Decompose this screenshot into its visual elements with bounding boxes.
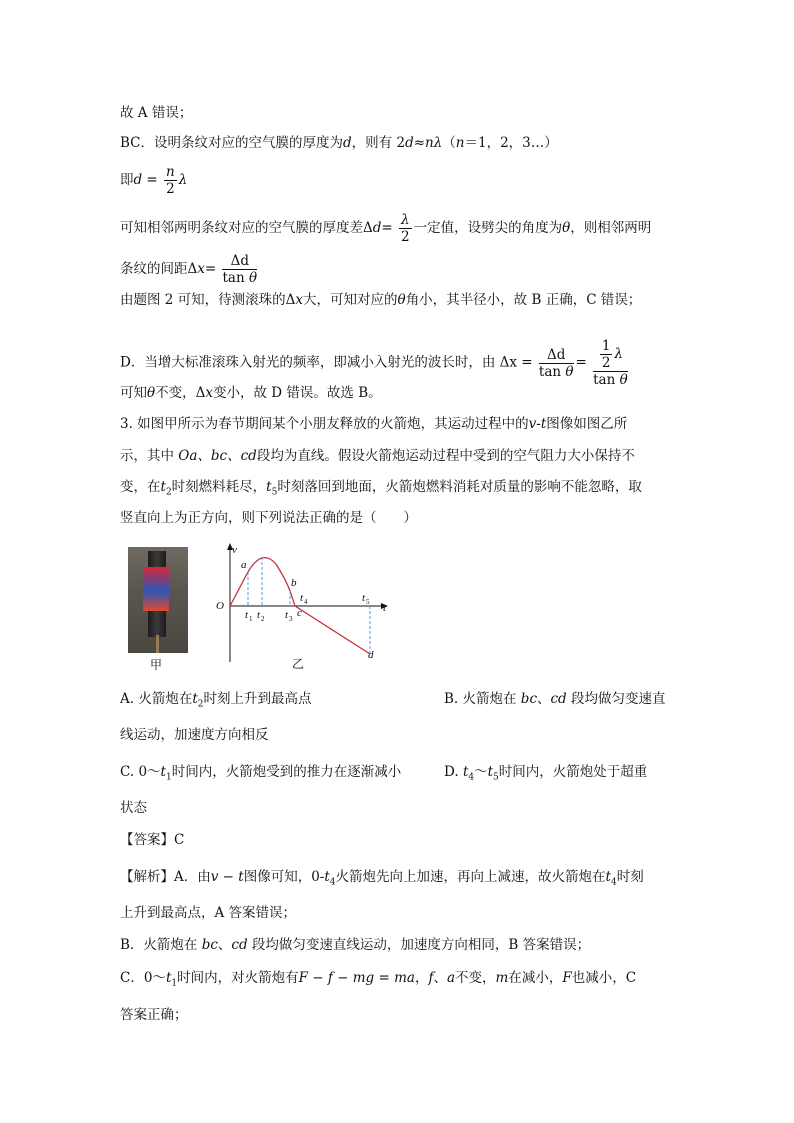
text-line-3 xyxy=(120,164,187,197)
denominator xyxy=(222,270,257,286)
text: C． xyxy=(120,970,144,986)
text: 一定值，设劈尖的角度为 xyxy=(413,220,563,236)
math-symbol: n xyxy=(425,135,434,151)
rocket-stick xyxy=(156,635,159,653)
text: C. xyxy=(120,764,139,780)
label-t1: t xyxy=(245,609,249,621)
denominator: 2 xyxy=(166,181,175,197)
math-symbol: t xyxy=(160,479,166,495)
question-line-2 xyxy=(120,446,635,466)
text: 时间内，对火箭炮有 xyxy=(177,970,299,986)
text: 【答案】C xyxy=(120,832,185,848)
text: 线运动，加速度方向相反 xyxy=(120,727,269,743)
subscript: 1 xyxy=(165,772,172,783)
label-a: a xyxy=(241,559,247,571)
option-b[interactable] xyxy=(444,689,666,709)
math-symbol: t xyxy=(462,764,469,780)
label-t3-sub: 3 xyxy=(289,615,293,623)
text: D．当增大标准滚珠入射光的频率，即减小入射光的波长时，由 xyxy=(120,354,496,371)
math-symbol: d xyxy=(343,135,352,151)
text: 不变， xyxy=(455,970,496,986)
text: 上升到最高点，A 答案错误； xyxy=(120,905,297,921)
text: 图像可知，0- xyxy=(243,869,325,885)
analysis-line-4 xyxy=(120,968,636,994)
text: 图像如图乙所 xyxy=(546,416,628,432)
label-t5: t xyxy=(362,592,366,604)
math-symbol: d xyxy=(405,135,414,151)
text: B．火箭炮在 xyxy=(120,937,202,953)
option-b-continued xyxy=(120,725,269,745)
text: 时刻燃料耗尽， xyxy=(171,479,267,495)
text: 【解析】 xyxy=(120,869,174,885)
fraction xyxy=(539,347,574,380)
text: 0～ xyxy=(143,970,166,986)
math-symbol: x xyxy=(205,385,214,401)
math-symbol: t xyxy=(266,479,272,495)
text-line-2 xyxy=(120,133,558,153)
math-symbol: θ xyxy=(397,292,406,308)
text: 答案正确； xyxy=(120,1007,188,1023)
math-symbol: θ xyxy=(565,363,574,380)
text: 段均做匀变速直线运动，加速度方向相同，B 答案错误； xyxy=(247,937,591,953)
text: 时刻 xyxy=(616,869,644,885)
math-symbol: t xyxy=(160,764,166,780)
fraction xyxy=(164,164,177,197)
text: 竖直向上为正方向，则下列说法正确的是（ ） xyxy=(120,510,417,526)
text: 条纹的间距Δ xyxy=(120,261,198,277)
fraction xyxy=(600,338,613,371)
text: 即 xyxy=(120,172,134,188)
label-O: O xyxy=(216,600,224,612)
text: 角小，其半径小，故 B 正确，C 错误； xyxy=(405,292,642,308)
text: 3. 如图甲所示为春节期间某个小朋友释放的火箭炮，其运动过程中的 xyxy=(120,416,529,432)
subscript: 4 xyxy=(329,877,336,888)
text: 时刻落回到地面，火箭炮燃料消耗对质量的影响不能忽略，取 xyxy=(277,479,642,495)
subscript: 5 xyxy=(493,772,499,783)
denominator: 2 xyxy=(601,355,611,371)
label-c: c xyxy=(297,607,302,619)
figure-caption-yi: 乙 xyxy=(292,657,305,671)
text: BC．设明条纹对应的空气膜的厚度为 xyxy=(120,135,344,151)
fraction xyxy=(399,212,412,245)
math-symbol: Oa、bc、cd xyxy=(178,448,257,464)
text: tan xyxy=(538,363,562,380)
analysis-line-3 xyxy=(120,935,590,955)
text: = xyxy=(204,261,217,277)
text: ＝1，2，3…） xyxy=(464,135,558,151)
math-symbol: t xyxy=(605,869,611,885)
math-symbol: F xyxy=(562,970,572,986)
text: A．由 xyxy=(174,869,211,885)
math-symbol: θ xyxy=(619,372,628,388)
question-line-3 xyxy=(120,477,642,503)
text: 0～ xyxy=(138,764,161,780)
analysis-line-1 xyxy=(120,867,644,893)
text: 变小，故 D 错误。故选 B。 xyxy=(213,385,382,401)
option-d[interactable] xyxy=(444,762,647,788)
math-symbol: x xyxy=(197,261,205,277)
text: 、 xyxy=(217,937,232,953)
math-symbol: v-t xyxy=(528,416,547,432)
question-line-4 xyxy=(120,508,417,528)
vt-graph xyxy=(210,540,390,670)
subscript: 4 xyxy=(468,772,475,783)
math-symbol: θ xyxy=(147,385,156,401)
text: 不变，Δ xyxy=(155,385,206,401)
label-t2: t xyxy=(257,609,261,621)
numerator xyxy=(593,338,628,372)
text: 时刻上升到最高点 xyxy=(203,691,312,707)
label-b: b xyxy=(291,577,297,589)
text: 可知 xyxy=(120,385,147,401)
text: A. 火箭炮在 xyxy=(120,691,193,707)
text: 时间内，火箭炮受到的推力在逐渐减小 xyxy=(171,764,402,780)
text: 故 A 错误； xyxy=(120,105,193,121)
numerator: Δd xyxy=(222,253,257,270)
subscript: 4 xyxy=(610,877,617,888)
math-symbol: t xyxy=(192,691,198,707)
subscript: 2 xyxy=(197,699,204,710)
text: 也减小，C xyxy=(571,970,637,986)
fraction xyxy=(222,253,257,286)
math-symbol: a xyxy=(446,970,456,986)
label-t: t xyxy=(383,602,387,614)
text: 在减小， xyxy=(508,970,563,986)
text-line-1 xyxy=(120,103,192,123)
math-equation: F − f − mg = ma xyxy=(298,970,415,986)
option-d-continued xyxy=(120,798,147,818)
text: 段均做匀变速直 xyxy=(566,691,666,707)
numerator: Δd xyxy=(539,347,574,364)
fraction xyxy=(593,338,628,388)
math-symbol: λ xyxy=(178,172,188,188)
text: ，则相邻两明 xyxy=(570,220,652,236)
math-symbol: bc xyxy=(520,691,537,707)
numerator: 1 xyxy=(601,338,611,354)
math-symbol: x xyxy=(295,292,304,308)
math-symbol: Δx = xyxy=(499,354,533,371)
option-a[interactable] xyxy=(120,689,312,715)
text-line-4 xyxy=(120,212,651,245)
text: （ xyxy=(442,135,456,151)
subscript: 1 xyxy=(171,978,178,989)
math-symbol: t xyxy=(165,970,172,986)
math-symbol: t xyxy=(324,869,330,885)
math-symbol: λ xyxy=(614,346,623,362)
label-v: v xyxy=(232,544,237,556)
rocket-photo xyxy=(128,547,188,653)
math-symbol: cd xyxy=(550,691,567,707)
text-line-8 xyxy=(120,383,382,403)
question-line-1 xyxy=(120,414,627,434)
math-symbol: v − t xyxy=(210,869,244,885)
denominator xyxy=(593,372,628,388)
math-symbol: λ xyxy=(433,135,443,151)
analysis-line-5 xyxy=(120,1005,188,1025)
text-line-7 xyxy=(120,338,630,388)
label-t2-sub: 2 xyxy=(261,615,265,623)
math-symbol: θ xyxy=(562,220,571,236)
text: 段均为直线。假设火箭炮运动过程中受到的空气阻力大小保持不 xyxy=(256,448,635,464)
subscript: 5 xyxy=(271,487,278,498)
label-t5-sub: 5 xyxy=(366,598,370,606)
text: 由题图 2 可知，待测滚珠的Δ xyxy=(120,292,296,308)
text: ， xyxy=(414,970,429,986)
text: B. 火箭炮在 xyxy=(444,691,521,707)
label-t4-sub: 4 xyxy=(304,598,308,606)
text-line-6 xyxy=(120,290,641,310)
denominator xyxy=(539,364,574,380)
label-t3: t xyxy=(285,609,289,621)
text: ≈ xyxy=(413,135,426,151)
figure-caption-jia: 甲 xyxy=(150,658,163,672)
label-t4: t xyxy=(300,592,304,604)
text: 示，其中 xyxy=(120,448,179,464)
label-d: d xyxy=(368,649,374,661)
denominator: 2 xyxy=(401,229,410,245)
text: = xyxy=(575,354,587,371)
label-t1-sub: 1 xyxy=(249,615,253,623)
numerator: λ xyxy=(401,212,410,228)
text: 、 xyxy=(537,691,551,707)
text: ，则有 2 xyxy=(351,135,406,151)
text-line-5 xyxy=(120,253,259,286)
text: 火箭炮先向上加速，再向上减速，故火箭炮在 xyxy=(335,869,606,885)
text: D. xyxy=(444,764,463,780)
math-symbol: n xyxy=(455,135,465,151)
math-symbol: bc xyxy=(201,937,218,953)
analysis-line-2 xyxy=(120,903,296,923)
text: tan xyxy=(593,372,616,388)
math-symbol: d = xyxy=(133,172,158,188)
math-symbol: d xyxy=(372,220,382,236)
math-symbol: f xyxy=(428,970,434,986)
text: = xyxy=(381,220,393,236)
math-symbol: m xyxy=(495,970,509,986)
text: ～ xyxy=(474,764,488,780)
math-symbol: cd xyxy=(231,937,248,953)
text: 状态 xyxy=(120,800,147,816)
rocket-label xyxy=(143,567,169,611)
text: 可知相邻两明条纹对应的空气膜的厚度差Δ xyxy=(120,220,373,236)
numerator: n xyxy=(166,164,175,180)
subscript: 2 xyxy=(165,487,172,498)
option-c[interactable] xyxy=(120,762,401,788)
text: 、 xyxy=(433,970,447,986)
answer-label xyxy=(120,830,184,850)
text: tan xyxy=(222,270,245,286)
text: 时间内，火箭炮处于超重 xyxy=(498,764,648,780)
math-symbol: θ xyxy=(248,270,258,286)
math-symbol: t xyxy=(487,764,494,780)
text: 变，在 xyxy=(120,479,161,495)
text: 大，可知对应的 xyxy=(303,292,398,308)
